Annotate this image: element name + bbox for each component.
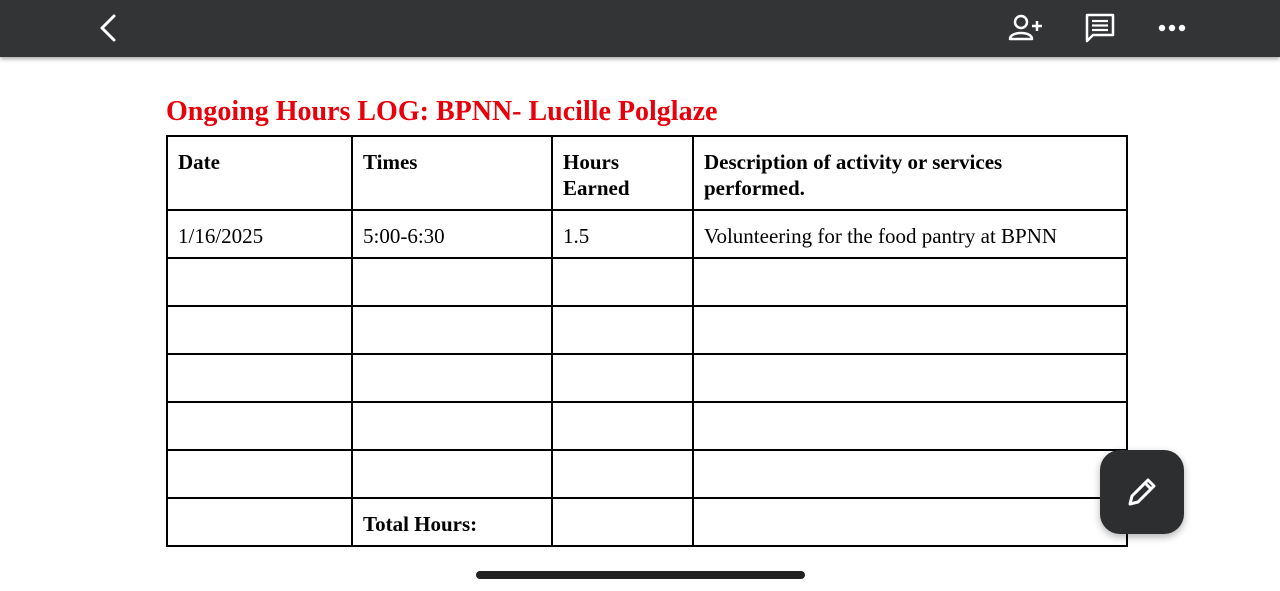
top-toolbar <box>0 0 1280 57</box>
comments-button[interactable] <box>1078 8 1122 48</box>
header-hours-earned <box>552 136 693 210</box>
date-cell: 1/16/2025 <box>167 210 352 258</box>
home-indicator[interactable] <box>476 571 805 579</box>
hours-cell <box>552 258 693 306</box>
header-desc-line2: performed. <box>704 176 805 200</box>
total-empty-cell <box>167 498 352 546</box>
pencil-icon <box>1122 472 1162 512</box>
back-button[interactable] <box>88 8 128 48</box>
chevron-left-icon <box>97 13 119 43</box>
header-date <box>167 136 352 210</box>
table-row <box>167 210 1127 258</box>
add-person-icon <box>1008 13 1044 43</box>
times-cell <box>352 402 552 450</box>
comment-icon <box>1084 12 1116 44</box>
hours-log-table <box>166 135 1128 547</box>
description-cell <box>693 258 1127 306</box>
header-times <box>352 136 552 210</box>
table-row <box>167 306 1127 354</box>
table-row <box>167 354 1127 402</box>
description-cell: Volunteering for the food pantry at BPNN <box>693 210 1127 258</box>
table-row <box>167 402 1127 450</box>
hours-cell <box>552 354 693 402</box>
header-hours-line1: Hours <box>563 150 620 174</box>
hours-cell <box>552 306 693 354</box>
header-times-label: Times <box>363 150 418 174</box>
table-header-row <box>167 136 1127 210</box>
hours-cell <box>552 402 693 450</box>
description-cell <box>693 402 1127 450</box>
times-cell <box>352 450 552 498</box>
more-horizontal-icon <box>1157 23 1187 33</box>
more-options-button[interactable] <box>1150 8 1194 48</box>
table-row <box>167 258 1127 306</box>
times-cell <box>352 306 552 354</box>
date-cell <box>167 402 352 450</box>
header-description <box>693 136 1127 210</box>
add-people-button[interactable] <box>1004 8 1048 48</box>
date-cell <box>167 258 352 306</box>
times-cell <box>352 354 552 402</box>
total-empty-desc-cell <box>693 498 1127 546</box>
times-cell <box>352 258 552 306</box>
total-hours-value <box>552 498 693 546</box>
header-hours-line2: Earned <box>563 176 630 200</box>
header-date-label: Date <box>178 150 220 174</box>
header-desc-line1: Description of activity or services <box>704 150 1003 174</box>
times-cell: 5:00-6:30 <box>352 210 552 258</box>
document-title: Ongoing Hours LOG: BPNN- Lucille Polglaze <box>166 96 718 127</box>
date-cell <box>167 306 352 354</box>
edit-fab-button[interactable] <box>1100 450 1184 534</box>
hours-cell: 1.5 <box>552 210 693 258</box>
hours-cell <box>552 450 693 498</box>
description-cell <box>693 354 1127 402</box>
date-cell <box>167 354 352 402</box>
total-row <box>167 498 1127 546</box>
table-row <box>167 450 1127 498</box>
total-hours-label: Total Hours: <box>352 498 552 546</box>
date-cell <box>167 450 352 498</box>
description-cell <box>693 450 1127 498</box>
description-cell <box>693 306 1127 354</box>
